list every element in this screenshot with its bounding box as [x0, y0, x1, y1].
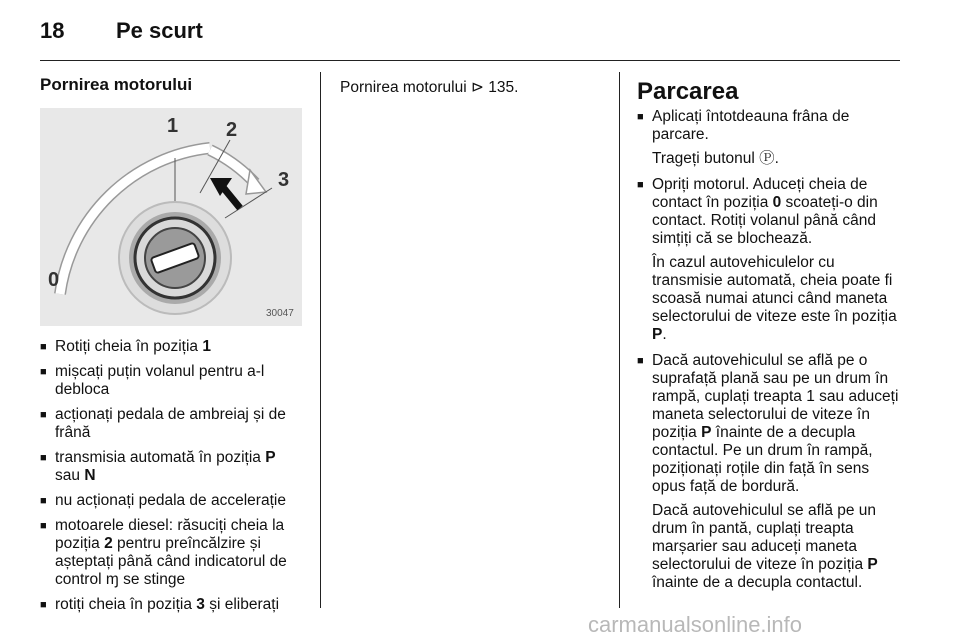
watermark: carmanualsonline.info [588, 612, 803, 637]
item-text [652, 352, 905, 496]
column-divider-left [320, 72, 321, 608]
bold-value: 0 [772, 194, 782, 211]
list-item [40, 363, 302, 399]
position-1-label: 1 [167, 115, 179, 137]
starting-steps-list [40, 338, 302, 614]
page-header [40, 18, 203, 48]
indicator-symbol-icon: Ⓟ [759, 150, 775, 167]
list-item [40, 596, 302, 614]
position-2-label: 2 [226, 119, 238, 141]
item-paragraph [652, 502, 905, 592]
ignition-switch-illustration [40, 108, 302, 326]
bold-value: P [652, 326, 663, 343]
item-text [652, 176, 905, 248]
header-rule [40, 60, 900, 61]
text-run: și eliberați [204, 596, 280, 613]
arc-arrowhead [246, 170, 266, 194]
bold-value: P [701, 424, 712, 441]
list-item [40, 517, 302, 589]
text-run: rotiți cheia în poziția [55, 596, 197, 613]
text-run: pentru preîncălzire și așteptați până când indicatorul de control [55, 535, 287, 588]
starting-bullets [40, 338, 302, 621]
text-run: înainte de a decupla contactul. [652, 574, 863, 591]
bold-value: 2 [104, 535, 113, 552]
text-run: sau [55, 467, 85, 484]
text-run: motoarele diesel: răsuciți cheia la poziția [55, 517, 285, 552]
position-0-label: 0 [48, 269, 60, 291]
page-reference-arrow-icon: ⊳ [470, 79, 484, 96]
list-item [637, 352, 905, 592]
list-item [40, 449, 302, 485]
section-title-parking: Parcarea [637, 78, 739, 105]
bold-value: P [265, 449, 276, 466]
middle-column [340, 79, 610, 97]
list-item [637, 176, 905, 344]
text-run: Opriți motorul. Aduceți cheia de contact în poziția [652, 176, 868, 211]
bold-value: P [867, 556, 878, 573]
list-item [40, 492, 302, 510]
bold-value: 3 [196, 596, 205, 613]
section-title-starting: Pornirea motorului [40, 75, 193, 94]
ignition-figure [40, 108, 302, 326]
bold-value: N [84, 467, 96, 484]
right-column [637, 78, 905, 600]
left-column [40, 76, 305, 94]
text-run: nu acționați pedala de accelerație [55, 492, 286, 509]
text-run: se stinge [118, 571, 186, 588]
text-run: . [662, 326, 667, 343]
text-run: Dacă autovehiculul se află pe o suprafață plană sau pe un drum în rampă, cuplați treapta 1 sau aduceți maneta selectorului de viteze în poziția [652, 352, 899, 441]
column-divider-right [619, 72, 620, 608]
text-run: În cazul autovehiculelor cu transmisie automată, cheia poate fi scoasă numai atunci când maneta selectorului de viteze este în poziția [652, 254, 897, 325]
rotation-arrow-shaft [222, 186, 240, 208]
text-run: scoateți-o din contact. Rotiți volanul până când simțiți că se blochează. [652, 194, 878, 247]
text-run: înainte de a decupla contactul. Pe un drum în rampă, poziționați roțile din față în sens opus față de bordură. [652, 424, 873, 495]
indicator-symbol-icon: ɱ [105, 571, 119, 588]
bold-value: 1 [202, 338, 211, 355]
list-item [40, 338, 302, 356]
text-run: transmisia automată în poziția [55, 449, 266, 466]
parking-steps-list [637, 108, 905, 592]
list-item [40, 406, 302, 442]
cross-reference-text: Pornirea motorului [340, 79, 471, 96]
text-run: mișcați puțin volanul pentru a-l debloca [55, 363, 265, 398]
figure-code: 30047 [266, 308, 294, 319]
chapter-title: Pe scurt [116, 18, 203, 43]
position-3-label: 3 [278, 169, 290, 191]
text-run: Trageți butonul [652, 150, 760, 167]
text-run: acționați pedala de ambreiaj și de frână [55, 406, 286, 441]
page-number: 18 [40, 18, 65, 43]
text-run: . [774, 150, 779, 167]
list-item [637, 108, 905, 168]
page-reference-number: 135. [488, 79, 519, 96]
text-run: Rotiți cheia în poziția [55, 338, 203, 355]
item-paragraph [652, 254, 905, 344]
text-run: Dacă autovehiculul se află pe un drum în pantă, cuplați treapta marșarier sau aduceți maneta selectorului de viteze în poziția [652, 502, 877, 573]
item-paragraph [652, 150, 905, 168]
text-run: Aplicați întotdeauna frâna de parcare. [652, 108, 850, 143]
item-text [652, 108, 905, 144]
